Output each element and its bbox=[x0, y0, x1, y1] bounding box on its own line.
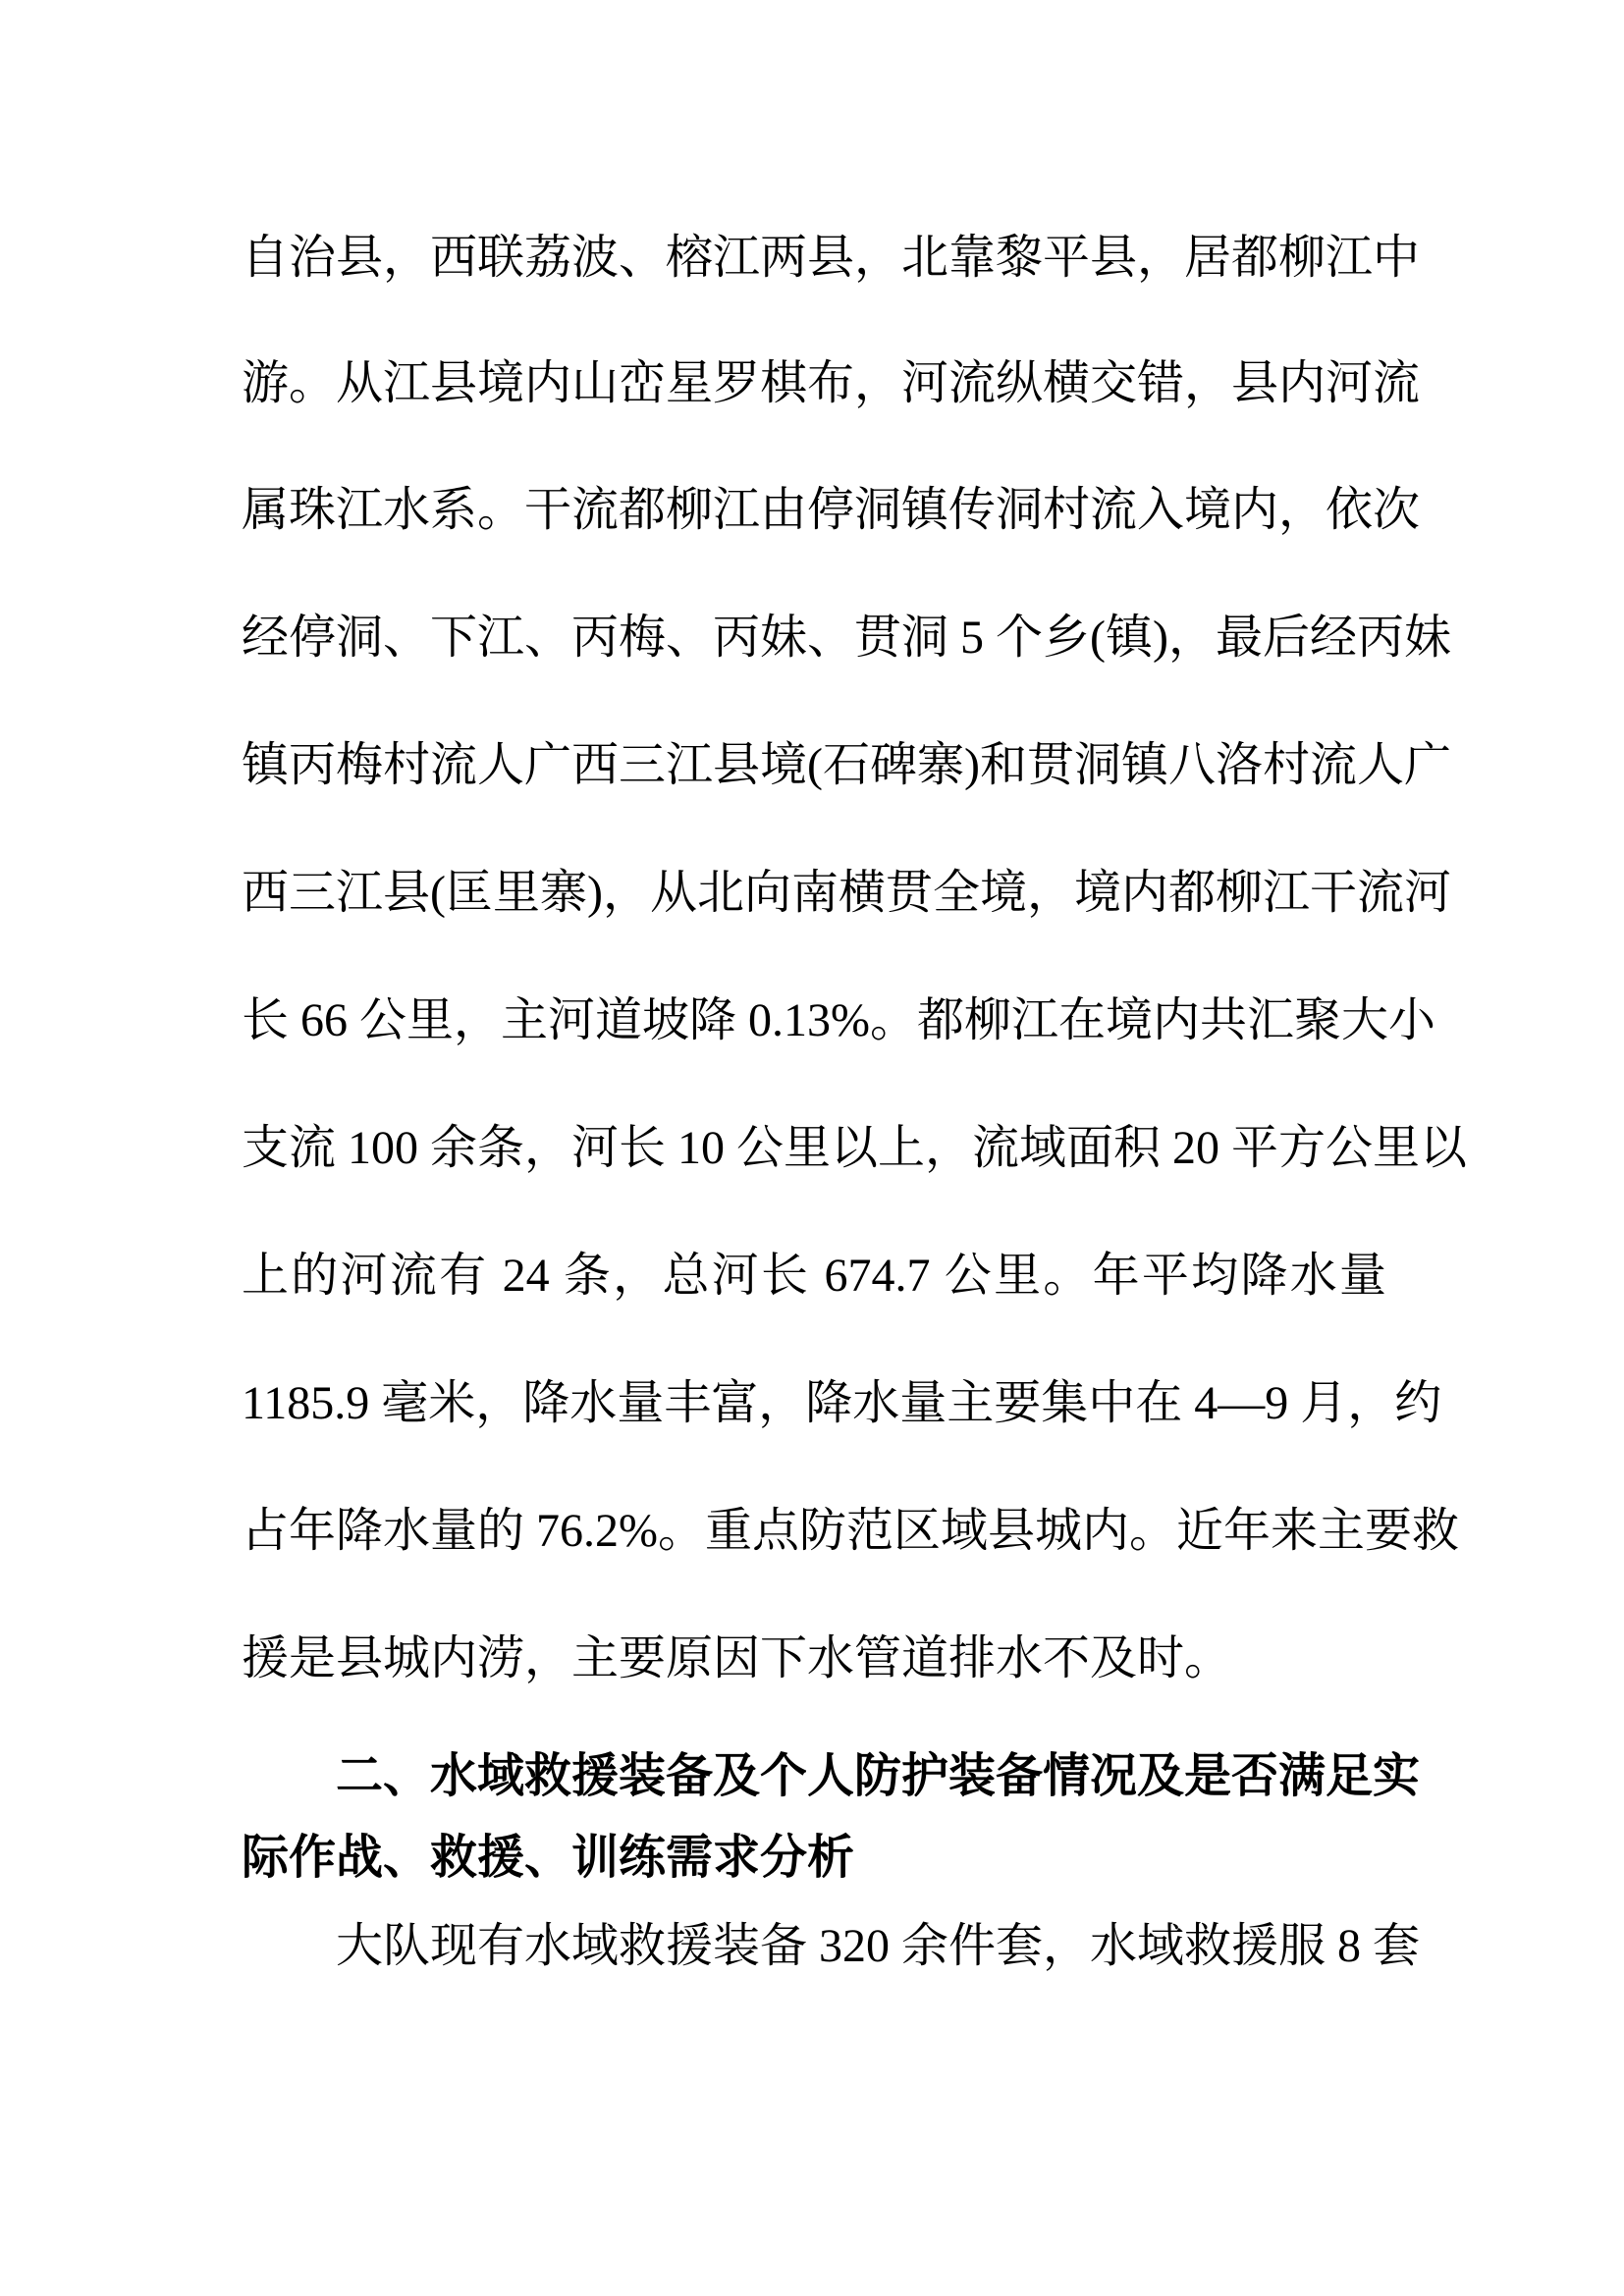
body-text-line: 支流 100 余条，河长 10 公里以上，流域面积 20 平方公里以 bbox=[242, 1122, 1468, 1174]
body-text-line: 游。从江县境内山峦星罗棋布，河流纵横交错，县内河流 bbox=[242, 357, 1421, 409]
body-text-line: 上的河流有 24 条，总河长 674.7 公里。年平均降水量 bbox=[242, 1250, 1386, 1302]
body-text-line: 镇丙梅村流人广西三江县境(石碑寨)和贯洞镇八洛村流人广 bbox=[242, 739, 1451, 791]
section-heading: 二、水域救援装备及个人防护装备情况及是否满足实 bbox=[336, 1750, 1421, 1802]
body-text-line: 占年降水量的 76.2%。重点防范区域县城内。近年来主要救 bbox=[242, 1505, 1459, 1557]
body-text-line: 援是县城内涝，主要原因下水管道排水不及时。 bbox=[242, 1632, 1232, 1684]
body-text-line: 大队现有水域救援装备 320 余件套，水域救援服 8 套 bbox=[336, 1920, 1421, 1972]
body-text-line: 属珠江水系。干流都柳江由停洞镇传洞村流入境内，依次 bbox=[242, 484, 1421, 536]
body-text-line: 西三江县(匡里寨)，从北向南横贯全境，境内都柳江干流河 bbox=[242, 867, 1451, 919]
body-text-line: 经停洞、下江、丙梅、丙妹、贯洞 5 个乡(镇)，最后经丙妹 bbox=[242, 612, 1451, 664]
body-text-line: 1185.9 毫米，降水量丰富，降水量主要集中在 4—9 月，约 bbox=[242, 1377, 1442, 1429]
body-text-line: 长 66 公里，主河道坡降 0.13%。都柳江在境内共汇聚大小 bbox=[242, 994, 1435, 1046]
section-heading: 际作战、救援、训练需求分析 bbox=[242, 1832, 855, 1884]
body-text-line: 自治县，西联荔波、榕江两县，北靠黎平县，居都柳江中 bbox=[242, 232, 1421, 284]
